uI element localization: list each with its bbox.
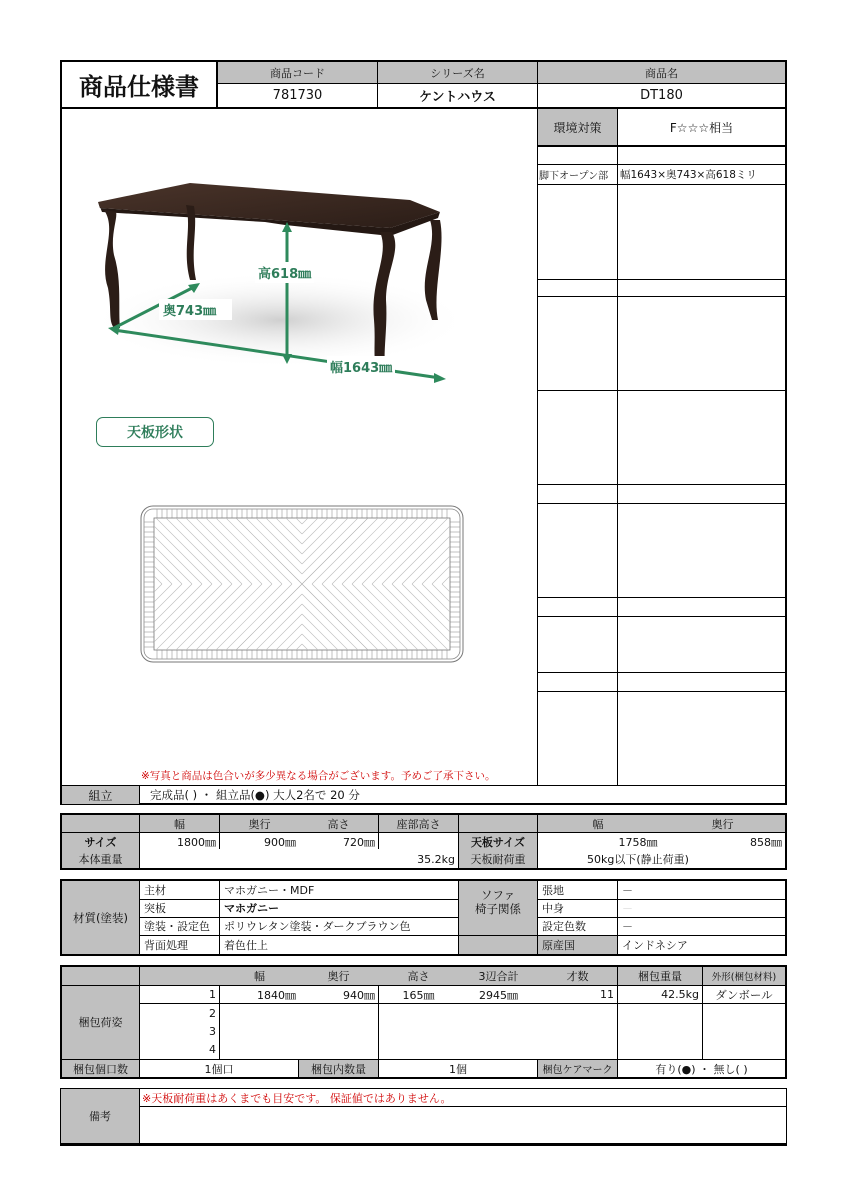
env-label: 環境対策 <box>538 109 617 145</box>
sofa-key: 張地 <box>542 884 564 897</box>
photo-disclaimer: ※写真と商品は色合いが多少異なる場合がございます。予めご了承下さい。 <box>141 770 496 782</box>
notes-label: 備考 <box>89 1110 111 1123</box>
pack-count-value: 1個口 <box>204 1062 234 1076</box>
material-value: 着色仕上 <box>224 938 268 952</box>
pack-header-sai: 才数 <box>566 970 589 983</box>
pack-inner-label: 梱包内数量 <box>311 1062 366 1076</box>
pack-header-depth: 奥行 <box>327 970 350 983</box>
height-dimension-label: 高618㎜ <box>255 262 314 283</box>
pack-row-depth: 940㎜ <box>343 988 375 1002</box>
material-value: ポリウレタン塗装・ダークブラウン色 <box>224 920 411 933</box>
origin-value: インドネシア <box>622 939 688 952</box>
top-load-value: 50kg以下(静止荷重) <box>587 853 689 866</box>
top-shape-label: 天板形状 <box>96 417 214 447</box>
sofa-label-line2: 椅子関係 <box>475 902 521 916</box>
top-load-label: 天板耐荷重 <box>470 853 526 866</box>
origin-label: 原産国 <box>542 939 575 952</box>
env-value: F☆☆☆相当 <box>669 120 734 135</box>
open-value: 幅1643×奥743×高618ミリ <box>620 169 757 181</box>
sofa-value: － <box>622 884 633 897</box>
width-dimension-label: 幅1643㎜ <box>327 356 395 377</box>
pack-inner-value: 1個 <box>449 1062 467 1076</box>
packing-label: 梱包荷姿 <box>78 1016 123 1029</box>
pack-header-weight: 梱包重量 <box>638 970 682 983</box>
material-key: 背面処理 <box>144 938 188 952</box>
product-code-value: 781730 <box>272 88 323 103</box>
weight-label: 本体重量 <box>78 853 123 866</box>
pack-care-value: 有り(●) ・ 無し( ) <box>655 1062 748 1076</box>
pack-row-material: ダンボール <box>715 987 773 1002</box>
size-seat-height-value <box>379 833 458 850</box>
top-size-depth-value: 858㎜ <box>750 835 782 849</box>
sofa-label-line1: ソファ <box>480 888 516 902</box>
top-size-label: 天板サイズ <box>470 835 526 849</box>
notes-line1: ※天板耐荷重はあくまでも目安です。 保証値ではありません。 <box>142 1091 452 1105</box>
size-header-depth: 奥行 <box>248 817 271 831</box>
size-header-height: 高さ <box>327 817 350 831</box>
pack-row-no: 4 <box>209 1043 216 1056</box>
tabletop-shape-diagram <box>140 505 464 663</box>
sofa-key: 設定色数 <box>542 920 586 933</box>
size-width-value: 1800㎜ <box>177 835 216 849</box>
series-name-header: シリーズ名 <box>378 62 537 83</box>
size-depth-value: 900㎜ <box>264 835 296 849</box>
pack-row-height: 165㎜ <box>402 988 435 1002</box>
materials-label: 材質(塗装) <box>73 910 128 925</box>
material-key: 塗装・設定色 <box>144 920 210 933</box>
product-code-header: 商品コード <box>218 62 377 83</box>
product-name-value: DT180 <box>640 88 683 103</box>
material-key: 突板 <box>144 902 166 915</box>
size-header-width: 幅 <box>174 817 185 831</box>
pack-header-width: 幅 <box>254 970 265 983</box>
doc-title: 商品仕様書 <box>79 72 199 101</box>
pack-care-label: 梱包ケアマーク <box>542 1065 613 1076</box>
pack-count-label: 梱包個口数 <box>73 1062 128 1076</box>
weight-value: 35.2kg <box>417 852 455 866</box>
assembly-label: 組立 <box>62 786 139 804</box>
pack-row-no: 3 <box>209 1024 216 1038</box>
depth-dimension-label: 奥743㎜ <box>159 299 232 320</box>
sofa-value: － <box>622 902 633 915</box>
pack-row-sum: 2945㎜ <box>479 988 518 1002</box>
pack-header-material: 外形(梱包材料) <box>711 972 777 983</box>
top-header-width: 幅 <box>592 817 604 831</box>
size-header-seat-height: 座部高さ <box>396 817 441 831</box>
pack-row-no: 2 <box>209 1006 216 1020</box>
pack-row-sai: 11 <box>600 988 614 1001</box>
size-label: サイズ <box>84 835 117 849</box>
top-size-width-value: 1758㎜ <box>618 835 658 849</box>
material-key: 主材 <box>144 884 166 897</box>
series-name-value: ケントハウス <box>419 90 496 105</box>
material-value: マホガニー・MDF <box>224 884 315 897</box>
size-height-value: 720㎜ <box>343 835 375 849</box>
pack-row-no: 1 <box>209 988 216 1001</box>
pack-row-width: 1840㎜ <box>257 988 296 1002</box>
pack-row-weight: 42.5kg <box>661 988 699 1001</box>
pack-header-sum: 3辺合計 <box>478 970 519 983</box>
assembly-value: 完成品( ) ・ 組立品(●) 大人2名で 20 分 <box>150 788 360 802</box>
sofa-value: － <box>622 920 633 933</box>
product-name-header: 商品名 <box>538 62 785 83</box>
sofa-label <box>459 888 537 916</box>
open-label: 脚下オープン部 <box>539 171 609 182</box>
material-value: マホガニー <box>224 902 279 915</box>
pack-header-height: 高さ <box>407 970 430 983</box>
sofa-key: 中身 <box>542 902 564 915</box>
top-header-depth: 奥行 <box>711 817 734 831</box>
notes-line2 <box>140 1107 785 1143</box>
